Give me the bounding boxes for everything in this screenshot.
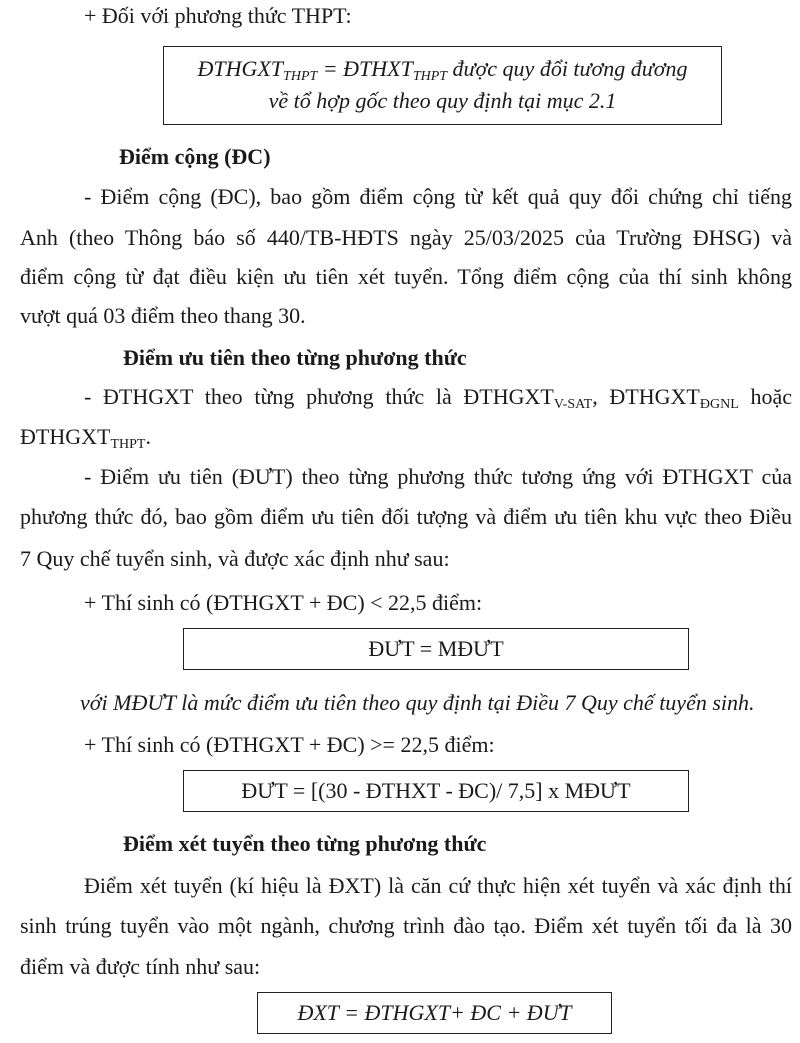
- formula-box-dut-1: [183, 628, 689, 670]
- formula-dut-1: ĐƯT = MĐƯT: [368, 636, 504, 661]
- formula-dxt: ĐXT = ĐTHGXT+ ĐC + ĐƯT: [297, 1000, 572, 1025]
- sub-vsat: V-SAT: [553, 397, 593, 412]
- sub-thpt: THPT: [110, 437, 146, 452]
- dut-para-line: phương thức đó, bao gồm điểm ưu tiên đối tượng và điểm ưu tiên khu vực theo Điều: [20, 504, 792, 529]
- case-above: + Thí sinh có (ĐTHGXT + ĐC) >= 22,5 điểm:: [84, 732, 495, 757]
- ut-line: [20, 423, 151, 459]
- dxt-para-line: Điểm xét tuyển (kí hiệu là ĐXT) là căn cứ thực hiện xét tuyển và xác định thí: [84, 873, 792, 898]
- dc-para-line: - Điểm cộng (ĐC), bao gồm điểm cộng từ kết quả quy đổi chứng chỉ tiếng: [84, 184, 792, 209]
- formula-dut-2: ĐƯT = [(30 - ĐTHXT - ĐC)/ 7,5] x MĐƯT: [241, 778, 631, 803]
- dxt-para-line: điểm và được tính như sau:: [20, 954, 261, 979]
- dxt-para-line: sinh trúng tuyển vào một ngành, chương trình đào tạo. Điểm xét tuyển tối đa là 30: [20, 913, 792, 938]
- dut-para-line: - Điểm ưu tiên (ĐƯT) theo từng phương thức tương ứng với ĐTHGXT của: [84, 464, 792, 489]
- dc-para-line: điểm cộng từ đạt điều kiện ưu tiên xét tuyển. Tổng điểm cộng của thí sinh không: [20, 264, 792, 289]
- section-heading-dc: Điểm cộng (ĐC): [119, 144, 271, 169]
- formula-term-dthgxt: ĐTHGXT: [197, 56, 284, 81]
- dc-para-line: Anh (theo Thông báo số 440/TB-HĐTS ngày 25/03/2025 của Trường ĐHSG) và: [20, 225, 792, 250]
- ut-text: hoặc: [738, 384, 792, 409]
- formula-box-dxt: [257, 992, 612, 1034]
- section-heading-dxt: Điểm xét tuyển theo từng phương thức: [123, 831, 487, 856]
- formula-thpt-line1: [164, 55, 721, 91]
- formula-box-dut-2: [183, 770, 689, 812]
- ut-text: .: [145, 424, 151, 449]
- case-below: + Thí sinh có (ĐTHGXT + ĐC) < 22,5 điểm:: [84, 590, 483, 615]
- section-heading-ut: Điểm ưu tiên theo từng phương thức: [123, 345, 467, 370]
- ut-text: , ĐTHGXT: [592, 384, 700, 409]
- mdut-note: với MĐƯT là mức điểm ưu tiên theo quy định tại Điều 7 Quy chế tuyển sinh.: [80, 690, 755, 715]
- ut-text: ĐTHGXT: [20, 424, 111, 449]
- formula-text: được quy đổi tương đương: [447, 56, 688, 81]
- dc-para-line: vượt quá 03 điểm theo thang 30.: [20, 303, 306, 328]
- formula-thpt-line2: về tổ hợp gốc theo quy định tại mục 2.1: [268, 88, 617, 113]
- formula-sub: THPT: [412, 69, 448, 84]
- dut-para-line: 7 Quy chế tuyển sinh, và được xác định như sau:: [20, 546, 450, 571]
- ut-text: - ĐTHGXT theo từng phương thức là ĐTHGXT: [84, 384, 554, 409]
- formula-box-thpt: [163, 46, 722, 125]
- thpt-heading: + Đối với phương thức THPT:: [84, 3, 352, 28]
- sub-dgnl: ĐGNL: [699, 397, 739, 412]
- formula-term-dthxt: = ĐTHXT: [317, 56, 413, 81]
- formula-sub: THPT: [283, 69, 318, 84]
- ut-line: [84, 383, 792, 419]
